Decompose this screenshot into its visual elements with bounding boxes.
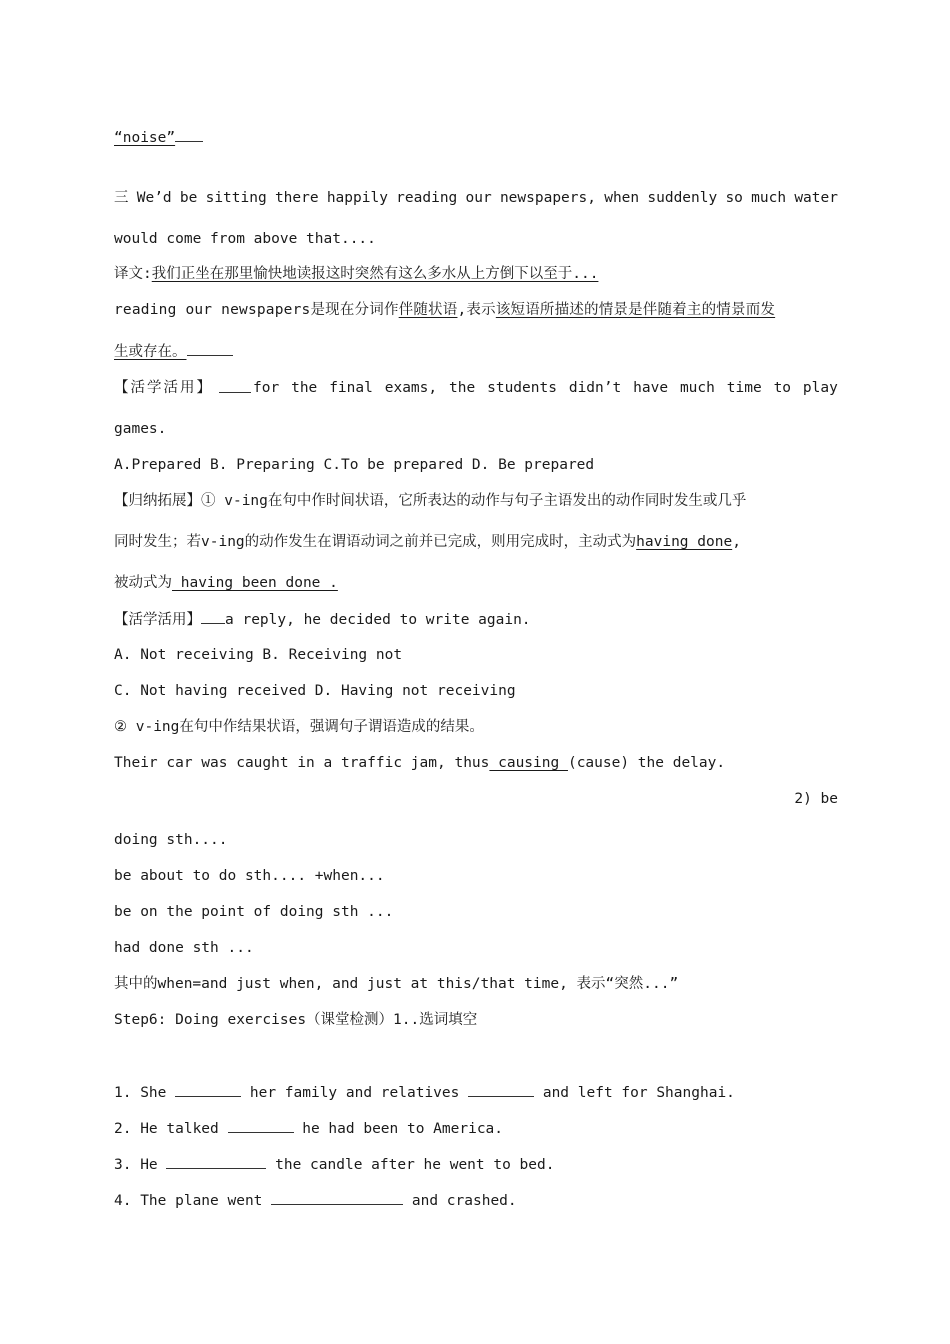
exercise-text: the candle after he went to bed. [275,1157,555,1173]
note-underlined-term: 伴随状语 [398,302,458,318]
question-word: students [487,380,557,396]
sentence-word: water [794,190,838,206]
practice-1-line-1 [114,378,838,398]
question-word: the [291,380,318,396]
practice-2-options-1: A. Not receiving B. Receiving not [114,647,403,663]
note-underlined-explanation: 生或存在。 [114,344,187,360]
result-adverbial-rule: ② v-ing在句中作结果状语，强调句子谓语造成的结果。 [114,719,484,735]
exercise-item-2 [114,1118,838,1139]
answer-blank[interactable] [468,1082,534,1097]
question-word: to [773,380,792,396]
exercise-text: and left for Shanghai. [542,1085,735,1101]
exercise-item-4 [114,1190,838,1211]
answer-blank [219,378,251,393]
question-word: time [726,380,762,396]
translation-text: 我们正坐在那里愉快地读报这时突然有这么多水从上方倒下以至于... [151,266,599,282]
noise-text: “noise” [114,130,176,146]
extension-line-3 [114,573,838,593]
active-form-answer: having done [636,534,733,550]
practice-2-options-2: C. Not having received D. Having not receiving [114,683,516,699]
answer-blank[interactable] [228,1118,294,1133]
question-word: exams, [384,380,438,396]
answer-blank[interactable] [166,1154,266,1169]
extension-text: 同时发生；若v-ing的动作发生在谓语动词之前并已完成，则用完成时，主动式为 [114,534,637,550]
passive-form-answer: having been done . [172,575,338,591]
sentence-word: when [604,190,640,206]
question-word: final [329,380,373,396]
pattern-number: 2) be [794,791,838,807]
question-word: the [449,380,476,396]
question-word: have [633,380,669,396]
noise-line [114,127,838,148]
question-word: play [802,380,838,396]
exercise-text: her family and relatives [249,1085,460,1101]
extension-label: 【归纳拓展】 [114,493,201,509]
blank [187,341,233,356]
pattern-line: be on the point of doing sth ... [114,904,394,920]
translation-label: 译文: [114,266,152,282]
sentence-word: happily [326,190,388,206]
practice-label: 【活学活用】 [114,612,201,628]
translation-line [114,264,838,284]
extension-text: , [732,534,741,550]
pattern-line: doing sth.... [114,832,228,848]
pattern-line: had done sth ... [114,940,254,956]
exercise-text: 4. The plane went [114,1193,263,1209]
practice-1-line-2: games. [114,421,167,437]
sentence-word: much [751,190,787,206]
question-word: didn’t [568,380,622,396]
blank [175,127,203,142]
exercise-item-3 [114,1154,838,1175]
step-heading: Step6: Doing exercises（课堂检测）1..选词填空 [114,1012,478,1028]
sentence-word: 三 [114,190,129,206]
practice-label: 【活学活用】 [114,380,213,396]
question-word: much [679,380,715,396]
exercise-text: he had been to America. [302,1121,504,1137]
extension-line-1 [114,491,838,511]
sentence-word: newspapers, [499,190,596,206]
exercise-text: 1. She [114,1085,167,1101]
sentence-word: our [465,190,492,206]
note-underlined-explanation: 该短语所描述的情景是伴随着主的情景而发 [495,302,776,318]
when-explanation: 其中的when=and just when, and just at this/that time, 表示“突然...” [114,976,679,992]
sentence-word: so [725,190,743,206]
exercise-text: 2. He talked [114,1121,219,1137]
sentence-word: We’d [136,190,172,206]
sentence-word: sitting [205,190,267,206]
extension-text: ① v-ing在句中作时间状语，它所表达的动作与句子主语发出的动作同时发生或几乎 [201,493,747,509]
extension-text: 被动式为 [114,575,172,591]
result-adverbial-example [114,753,838,773]
example-sentence-line-2: would come from above that.... [114,231,376,247]
answer-blank [201,609,225,624]
practice-1-options: A.Prepared B. Preparing C.To be prepared D. Be prepared [114,457,595,473]
answer-blank[interactable] [271,1190,403,1205]
sentence-word: suddenly [647,190,718,206]
exercise-item-1 [114,1082,838,1103]
extension-line-2 [114,532,838,552]
example-answer: causing [489,755,568,771]
grammar-note-line-2 [114,341,838,362]
practice-question: a reply, he decided to write again. [225,612,531,628]
note-text: reading our newspapers是现在分词作 [114,302,399,318]
example-sentence-line-1 [114,188,838,208]
exercise-text: and crashed. [411,1193,517,1209]
practice-question [253,378,838,398]
example-text: Their car was caught in a traffic jam, thus [114,755,490,771]
pattern-line: be about to do sth.... +when... [114,868,385,884]
answer-blank[interactable] [175,1082,241,1097]
sentence-word: be [179,190,198,206]
practice-2-line [114,609,838,630]
question-word: for [253,380,280,396]
sentence-word: reading [396,190,458,206]
example-text: (cause) the delay. [567,755,726,771]
note-text: ,表示 [457,302,496,318]
sentence-word: there [274,190,319,206]
grammar-note-line-1 [114,300,838,320]
exercise-text: 3. He [114,1157,158,1173]
